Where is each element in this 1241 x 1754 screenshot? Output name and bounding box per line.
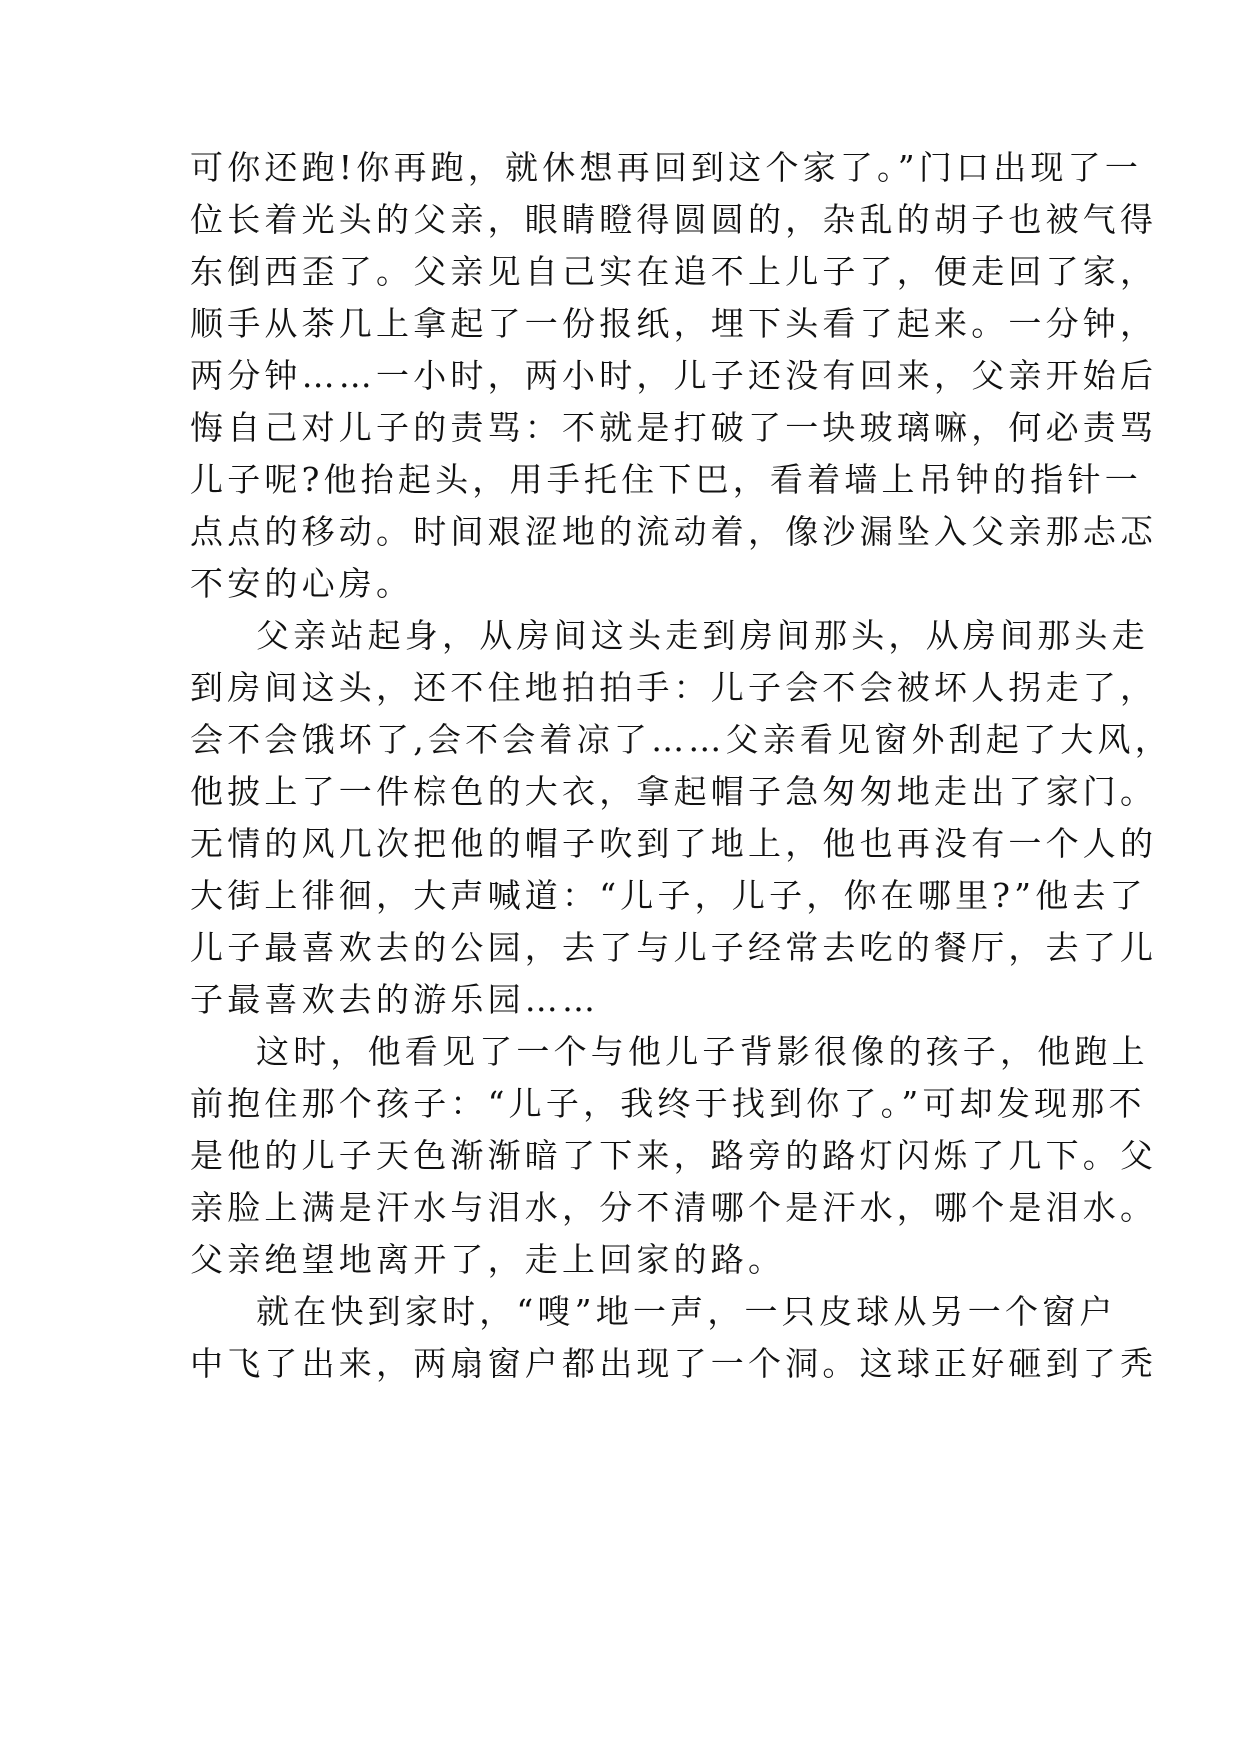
text-line: 儿子呢?他抬起头，用手托住下巴，看着墙上吊钟的指针一 [190,460,1142,499]
paragraph-first-line: 父亲站起身，从房间这头走到房间那头，从房间那头走 [256,616,1149,655]
text-line: 位长着光头的父亲，眼睛瞪得圆圆的，杂乱的胡子也被气得 [190,200,1158,239]
text-line: 他披上了一件棕色的大衣，拿起帽子急匆匆地走出了家门。 [190,772,1158,811]
text-line: 顺手从茶几上拿起了一份报纸，埋下头看了起来。一分钟， [190,304,1158,343]
text-line: 亲脸上满是汗水与泪水，分不清哪个是汗水，哪个是泪水。 [190,1188,1158,1227]
paragraph-first-line: 这时，他看见了一个与他儿子背影很像的孩子，他跑上 [256,1032,1149,1071]
paragraph-first-line: 就在快到家时，“嗖”地一声，一只皮球从另一个窗户 [256,1292,1117,1331]
text-line: 子最喜欢去的游乐园…… [190,980,600,1019]
text-line: 会不会饿坏了,会不会着凉了……父亲看见窗外刮起了大风， [190,720,1172,759]
text-line: 父亲绝望地离开了，走上回家的路。 [190,1240,786,1279]
text-line: 不安的心房。 [190,564,414,603]
text-line: 中飞了出来，两扇窗户都出现了一个洞。这球正好砸到了秃 [190,1344,1158,1383]
text-line: 大街上徘徊，大声喊道：“儿子，儿子，你在哪里?”他去了 [190,876,1147,915]
text-line: 儿子最喜欢去的公园，去了与儿子经常去吃的餐厅，去了儿 [190,928,1158,967]
text-line: 前抱住那个孩子：“儿子，我终于找到你了。”可却发现那不 [190,1084,1146,1123]
text-line: 无情的风几次把他的帽子吹到了地上，他也再没有一个人的 [190,824,1158,863]
text-line: 到房间这头，还不住地拍拍手：儿子会不会被坏人拐走了， [190,668,1158,707]
text-line: 可你还跑!你再跑，就休想再回到这个家了。”门口出现了一 [190,148,1143,187]
text-line: 是他的儿子天色渐渐暗了下来，路旁的路灯闪烁了几下。父 [190,1136,1158,1175]
text-line: 点点的移动。时间艰涩地的流动着，像沙漏坠入父亲那忐忑 [190,512,1158,551]
text-line: 东倒西歪了。父亲见自己实在追不上儿子了，便走回了家， [190,252,1158,291]
text-line: 悔自己对儿子的责骂：不就是打破了一块玻璃嘛，何必责骂 [190,408,1158,447]
text-line: 两分钟……一小时，两小时，儿子还没有回来，父亲开始后 [190,356,1158,395]
